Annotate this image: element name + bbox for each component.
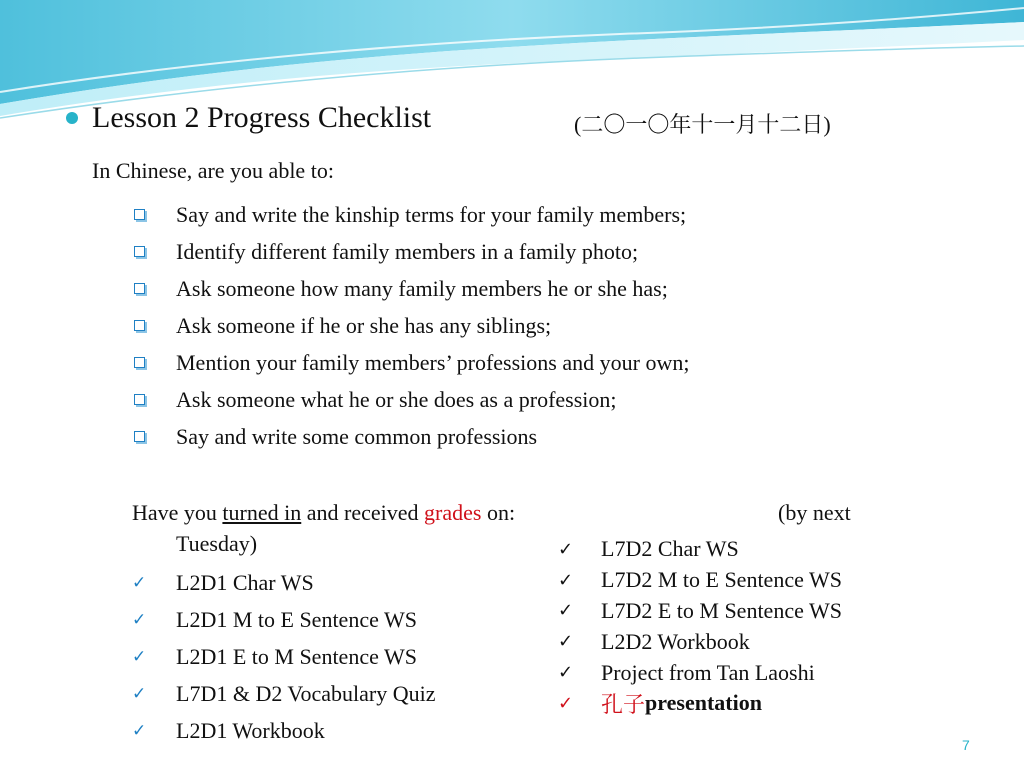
left-checklist-item bbox=[132, 712, 435, 749]
check-icon: ✓ bbox=[132, 572, 147, 593]
skill-text: Say and write some common professions bbox=[176, 423, 538, 449]
right-checklist-item-presentation bbox=[558, 688, 842, 719]
right-checklist-item bbox=[558, 534, 842, 565]
right-checklist-item bbox=[558, 626, 842, 657]
by-next-text: (by next bbox=[778, 500, 851, 525]
right-checklist-item bbox=[558, 596, 842, 627]
skill-item bbox=[132, 307, 689, 344]
skill-text: Ask someone if he or she has any siblings; bbox=[176, 312, 552, 338]
left-checklist-item bbox=[132, 638, 435, 675]
skill-item bbox=[132, 196, 689, 233]
turned-in-underlined: turned in bbox=[222, 500, 302, 525]
skill-item bbox=[132, 233, 689, 270]
right-checklist-item bbox=[558, 565, 842, 596]
slide-date: (二〇一〇年十一月十二日) bbox=[574, 112, 831, 137]
left-checklist bbox=[132, 564, 435, 749]
check-icon: ✓ bbox=[132, 609, 147, 630]
check-icon: ✓ bbox=[558, 662, 574, 684]
item-text: L2D1 Char WS bbox=[176, 569, 314, 595]
item-text: L2D1 Workbook bbox=[176, 717, 325, 743]
page-number: 7 bbox=[962, 737, 970, 753]
item-text: L2D1 M to E Sentence WS bbox=[176, 606, 417, 632]
right-checklist-item bbox=[558, 657, 842, 688]
skill-text: Ask someone how many family members he or she has; bbox=[176, 275, 668, 301]
checkbox-bullet-icon bbox=[134, 394, 145, 405]
checkbox-bullet-icon bbox=[134, 320, 145, 331]
item-text: L7D1 & D2 Vocabulary Quiz bbox=[176, 680, 436, 706]
skill-item bbox=[132, 418, 689, 455]
skill-text: Say and write the kinship terms for your family members; bbox=[176, 201, 687, 227]
check-icon: ✓ bbox=[132, 720, 147, 741]
item-text: L2D1 E to M Sentence WS bbox=[176, 643, 417, 669]
checkbox-bullet-icon bbox=[134, 357, 145, 368]
presentation-text: presentation bbox=[645, 690, 762, 716]
confucius-text: 孔子 bbox=[601, 691, 646, 717]
skill-item bbox=[132, 381, 689, 418]
check-icon: ✓ bbox=[132, 646, 147, 667]
checkbox-bullet-icon bbox=[134, 431, 145, 442]
turned-in-question bbox=[132, 500, 515, 526]
left-checklist-item bbox=[132, 675, 435, 712]
skill-item bbox=[132, 344, 689, 381]
red-check-icon: ✓ bbox=[558, 692, 574, 714]
turned-in-text-2: and received bbox=[301, 500, 425, 525]
skill-item bbox=[132, 270, 689, 307]
checkbox-bullet-icon bbox=[134, 209, 145, 220]
item-text: L7D2 E to M Sentence WS bbox=[601, 597, 842, 623]
right-checklist bbox=[558, 534, 842, 719]
skill-text: Identify different family members in a family photo; bbox=[176, 238, 639, 264]
checkbox-bullet-icon bbox=[134, 246, 145, 257]
title-bullet bbox=[66, 112, 78, 124]
check-icon: ✓ bbox=[558, 600, 574, 622]
skill-text: Ask someone what he or she does as a profession; bbox=[176, 386, 617, 412]
check-icon: ✓ bbox=[558, 569, 574, 591]
turned-in-text-1: Have you bbox=[132, 500, 223, 525]
check-icon: ✓ bbox=[558, 538, 574, 560]
skills-list bbox=[132, 196, 689, 455]
check-icon: ✓ bbox=[132, 683, 147, 704]
item-text: L7D2 M to E Sentence WS bbox=[601, 567, 842, 593]
item-text: Project from Tan Laoshi bbox=[601, 659, 815, 685]
tuesday-text: Tuesday) bbox=[176, 531, 258, 556]
skill-text: Mention your family members’ professions and your own; bbox=[176, 349, 690, 375]
check-icon: ✓ bbox=[558, 631, 574, 653]
item-text: L2D2 Workbook bbox=[601, 628, 750, 654]
grades-highlight: grades bbox=[424, 500, 482, 525]
checkbox-bullet-icon bbox=[134, 283, 145, 294]
slide-title: Lesson 2 Progress Checklist bbox=[92, 101, 432, 134]
turned-in-text-3: on: bbox=[481, 500, 516, 525]
item-text: L7D2 Char WS bbox=[601, 536, 739, 562]
left-checklist-item bbox=[132, 601, 435, 638]
intro-text: In Chinese, are you able to: bbox=[92, 158, 334, 183]
left-checklist-item bbox=[132, 564, 435, 601]
